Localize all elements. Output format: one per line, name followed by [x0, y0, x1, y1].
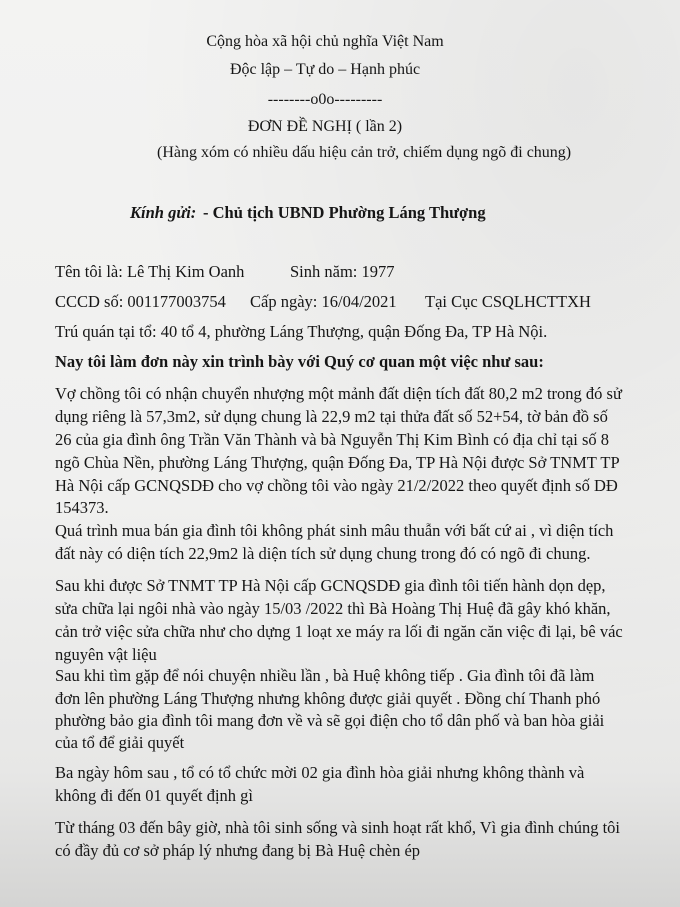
- national-motto: Độc lập – Tự do – Hạnh phúc: [229, 61, 421, 78]
- paragraph-line: sửa chữa lại ngôi nhà vào ngày 15/03 /2022 thì Bà Hoàng Thị Huệ đã gây khó khăn,: [55, 599, 611, 618]
- applicant-id-number: CCCD số: 001177003754: [55, 292, 226, 311]
- recipient-name: - Chủ tịch UBND Phường Láng Thượng: [203, 203, 486, 222]
- paragraph-line: Hà Nội cấp GCNQSDĐ cho vợ chồng tôi vào ngày 21/2/2022 theo quyết định số DĐ: [55, 476, 618, 495]
- paragraph-line: ngõ Chùa Nền, phường Láng Thượng, quận Đống Đa, TP Hà Nội được Sở TNMT TP: [55, 453, 620, 472]
- paragraph-line: Ba ngày hôm sau , tổ có tổ chức mời 02 gia đình hòa giải nhưng không thành và: [55, 763, 585, 782]
- paragraph-line: đất này có diện tích 22,9m2 là diện tích sử dụng chung trong đó có ngõ đi chung.: [55, 544, 591, 563]
- header-divider: --------o0o---------: [267, 91, 383, 108]
- paragraph-line: phường bảo gia đình tôi mang đơn về và sẽ gọi điện cho tổ dân phố và ban hòa giải: [55, 711, 605, 730]
- paragraph-line: 154373.: [55, 498, 109, 517]
- paragraph-line: cản trở việc sửa chữa như cho dựng 1 loạt xe máy ra lối đi ngăn căn việc đi lại, bê vác: [55, 622, 623, 641]
- national-title: Cộng hòa xã hội chủ nghĩa Việt Nam: [206, 33, 444, 50]
- applicant-name: Tên tôi là: Lê Thị Kim Oanh: [55, 262, 245, 281]
- paragraph-line: Từ tháng 03 đến bây giờ, nhà tôi sinh sống và sinh hoạt rất khổ, Vì gia đình chúng tôi: [55, 818, 621, 837]
- document-title: ĐƠN ĐỀ NGHỊ ( lần 2): [247, 118, 403, 135]
- intro-statement: Nay tôi làm đơn này xin trình bày với Quý cơ quan một việc như sau:: [55, 352, 544, 371]
- applicant-residence: Trú quán tại tổ: 40 tổ 4, phường Láng Thượng, quận Đống Đa, TP Hà Nội.: [55, 322, 548, 341]
- applicant-id-issuer: Tại Cục CSQLHCTTXH: [425, 292, 591, 311]
- recipient-label: Kính gửi:: [130, 203, 197, 222]
- paragraph-line: dụng riêng là 57,3m2, sử dụng chung là 22,9 m2 tại thửa đất số 52+54, tờ bản đồ số: [55, 407, 608, 426]
- paragraph-line: có đầy đủ cơ sở pháp lý nhưng đang bị Bà Huệ chèn ép: [55, 841, 421, 860]
- document-subtitle: (Hàng xóm có nhiều dấu hiệu cản trở, chiếm dụng ngõ đi chung): [157, 144, 572, 161]
- paragraph-line: Sau khi tìm gặp để nói chuyện nhiều lần , bà Huệ không tiếp . Gia đình tôi đã làm: [55, 666, 595, 685]
- paragraph-line: Vợ chồng tôi có nhận chuyển nhượng một mảnh đất diện tích đất 80,2 m2 trong đó sử: [55, 384, 622, 403]
- paragraph-line: đơn lên phường Láng Thượng nhưng không được giải quyết . Đồng chí Thanh phó: [55, 689, 601, 708]
- paragraph-line: 26 của gia đình ông Trần Văn Thành và bà Nguyễn Thị Kim Bình có địa chỉ tại số 8: [55, 430, 610, 449]
- paragraph-line: nguyên vật liệu: [55, 645, 157, 664]
- applicant-birth-year: Sinh năm: 1977: [290, 262, 395, 281]
- paragraph-line: của tổ để giải quyết: [55, 733, 185, 752]
- paragraph-line: Quá trình mua bán gia đình tôi không phát sinh mâu thuẫn với bất cứ ai , vì diện tích: [55, 521, 614, 540]
- applicant-id-issue-date: Cấp ngày: 16/04/2021: [250, 292, 397, 311]
- paragraph-line: Sau khi được Sở TNMT TP Hà Nội cấp GCNQSDĐ gia đình tôi tiến hành dọn dẹp,: [55, 576, 606, 595]
- paragraph-line: không đi đến 01 quyết định gì: [55, 786, 253, 805]
